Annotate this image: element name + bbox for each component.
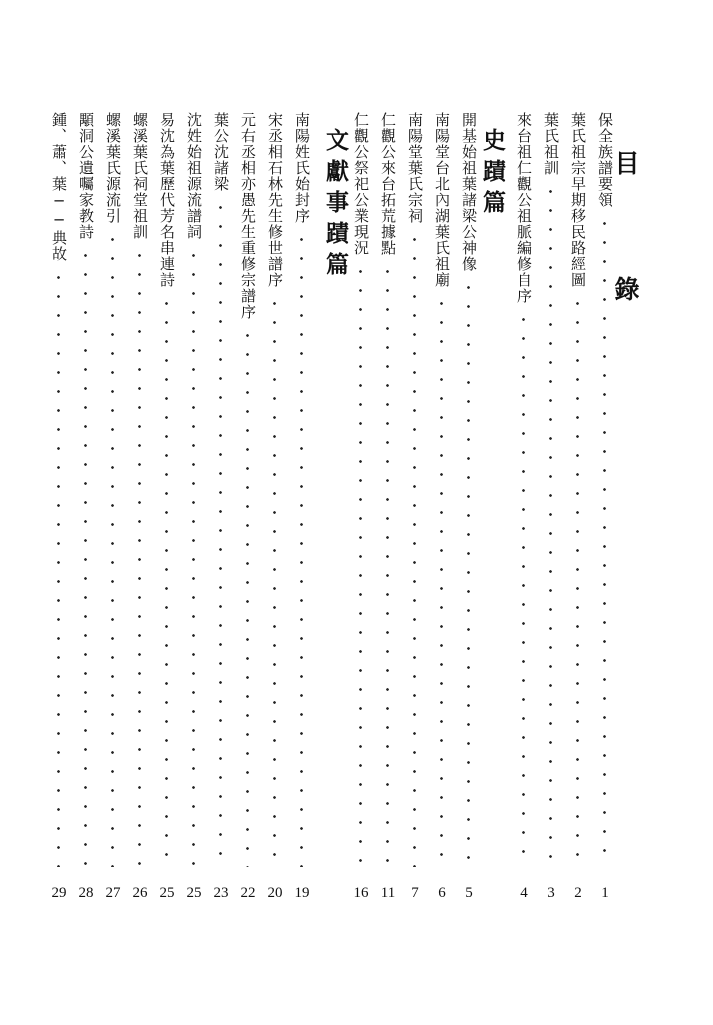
leader-dots — [522, 310, 525, 867]
entry-title: 葉氏祖訓 — [542, 112, 560, 176]
leader-dots — [273, 294, 276, 867]
page-number: 19 — [294, 885, 310, 901]
page-number: 29 — [51, 885, 67, 901]
leader-dots — [386, 262, 389, 867]
entry-title: 開基始祖葉諸梁公神像 — [460, 112, 478, 272]
entry-title: 葉公沈諸梁 — [212, 112, 230, 192]
leader-dots — [467, 278, 470, 867]
leader-dots — [603, 214, 606, 867]
toc-entry[interactable] — [209, 0, 233, 1025]
page-number: 25 — [159, 885, 175, 901]
page-number: 22 — [240, 885, 256, 901]
leader-dots — [576, 294, 579, 867]
entry-title: 南陽堂葉氏宗祠 — [406, 112, 424, 224]
toc-entry[interactable] — [376, 0, 400, 1025]
toc-entry[interactable] — [457, 0, 481, 1025]
page-number: 5 — [465, 885, 473, 901]
toc-entry[interactable] — [74, 0, 98, 1025]
leader-dots — [192, 246, 195, 867]
toc-entry[interactable] — [182, 0, 206, 1025]
toc-entry[interactable] — [430, 0, 454, 1025]
section-heading: 文獻事蹟篇 — [322, 128, 349, 283]
entry-title: 南陽堂台北內湖葉氏祖廟 — [433, 112, 451, 288]
page-number: 2 — [574, 885, 582, 901]
leader-dots — [57, 268, 60, 867]
toc-entry[interactable] — [566, 0, 590, 1025]
toc-entry[interactable] — [263, 0, 287, 1025]
page-number: 20 — [267, 885, 283, 901]
leader-dots — [165, 294, 168, 867]
leader-dots — [549, 182, 552, 867]
page-number: 26 — [132, 885, 148, 901]
page-title: 目 錄 — [611, 150, 640, 337]
toc-entry[interactable] — [403, 0, 427, 1025]
toc-entry[interactable] — [128, 0, 152, 1025]
toc-entry[interactable] — [101, 0, 125, 1025]
entry-title: 保全族譜要領 — [596, 112, 614, 208]
toc-entry[interactable] — [155, 0, 179, 1025]
page-number: 4 — [520, 885, 528, 901]
page-number: 6 — [438, 885, 446, 901]
entry-title: 仁觀公祭祀公業現況 — [352, 112, 370, 256]
page-number: 27 — [105, 885, 121, 901]
leader-dots — [440, 294, 443, 867]
toc-entry[interactable] — [593, 0, 617, 1025]
toc-entry[interactable] — [349, 0, 373, 1025]
toc-entry[interactable] — [236, 0, 260, 1025]
entry-title: 螺溪葉氏祠堂祖訓 — [131, 112, 149, 240]
leader-dots — [138, 246, 141, 867]
entry-title: 螺溪葉氏源流引 — [104, 112, 122, 224]
entry-title: 鍾、蕭、葉──典故 — [50, 112, 68, 262]
page-number: 1 — [601, 885, 609, 901]
leader-dots — [84, 246, 87, 867]
toc-entry[interactable] — [539, 0, 563, 1025]
toc-entry[interactable] — [512, 0, 536, 1025]
entry-title: 仁觀公來台拓荒據點 — [379, 112, 397, 256]
leader-dots — [359, 262, 362, 867]
section-heading: 史蹟篇 — [479, 128, 506, 221]
toc-entry[interactable] — [290, 0, 314, 1025]
entry-title: 葉氏祖宗早期移民路經圖 — [569, 112, 587, 288]
leader-dots — [300, 230, 303, 867]
page-number: 25 — [186, 885, 202, 901]
page-number: 16 — [353, 885, 369, 901]
page-number: 28 — [78, 885, 94, 901]
leader-dots — [219, 198, 222, 867]
page-number: 23 — [213, 885, 229, 901]
leader-dots — [246, 326, 249, 867]
toc-entry[interactable] — [47, 0, 71, 1025]
leader-dots — [111, 230, 114, 867]
entry-title: 元右丞相亦愚先生重修宗譜序 — [239, 112, 257, 320]
leader-dots — [413, 230, 416, 867]
entry-title: 沈姓始祖源流譜詞 — [185, 112, 203, 240]
entry-title: 易沈為葉歷代芳名串連詩 — [158, 112, 176, 288]
page-number: 11 — [380, 885, 396, 901]
page-number: 3 — [547, 885, 555, 901]
page-number: 7 — [411, 885, 419, 901]
entry-title: 來台祖仁觀公祖脈編修自序 — [515, 112, 533, 304]
entry-title: 顒洞公遺囑家教詩 — [77, 112, 95, 240]
entry-title: 南陽姓氏始封序 — [293, 112, 311, 224]
entry-title: 宋丞相石林先生修世譜序 — [266, 112, 284, 288]
